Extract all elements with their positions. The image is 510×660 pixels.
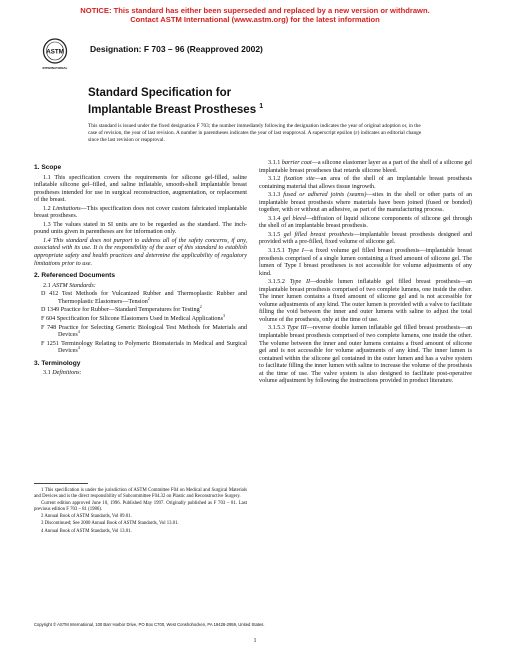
astm-logo-icon <box>42 38 68 72</box>
reference-text: F 748 Practice for Selecting Generic Biological Test Methods for Materials and Devices <box>41 324 247 339</box>
references-2-1-label: ASTM Standards: <box>52 282 96 289</box>
scope-1-2-term: Limitations <box>52 205 81 212</box>
definition-term: Type I <box>287 248 304 255</box>
definition-num: 3.1.4 <box>268 215 281 222</box>
definition <box>259 279 472 324</box>
references-2-1 <box>34 283 247 291</box>
scope-1-4 <box>34 238 247 268</box>
definition <box>259 216 472 231</box>
footnote: Current edition approved June 10, 1996. Published May 1997. Originally published as F 703 – 81. Last previous edition F 703 – 81 (1986). <box>34 501 247 513</box>
definition-text: —diffusion of liquid silicone components of silicone gel through the shell of an implantable breast prosthesis. <box>259 215 472 230</box>
issued-note: This standard is issued under the fixed designation F 703; the number immediately following the designation indicates the year of original adoption or, in the case of revision, the year of last revision. A number in parentheses indicates the year of last reapproval. A superscript epsilon (ε) indicates an editorial change since the last revision or reapproval. <box>88 123 422 143</box>
footnote-divider <box>34 483 88 484</box>
terminology-3-1-num: 3.1 <box>43 370 51 377</box>
terminology-3-1 <box>34 370 247 378</box>
page-title <box>88 87 263 117</box>
references-heading: 2. Referenced Documents <box>34 272 115 280</box>
definition-num: 3.1.1 <box>268 160 281 166</box>
scope-1-3: 1.3 The values stated in SI units are to be regarded as the standard. The inch-pound units given in parentheses are for information only. <box>34 221 247 236</box>
terminology-3-1-label: Definitions: <box>52 370 82 377</box>
definition-text: —double lumen inflatable gel filled breast prosthesis—an implantable breast prosthesis comprised of two complete lumens, one inside the other. The inner lumen contains a fixed amount of silicone gel and is not accessible for volume adjustments of any kind. The outer lumen is provided with a valve to facilitate filling the void between the inner and outer lumens with saline to adjust the total volume of the prosthesis, only at the time of use. <box>259 279 472 323</box>
references-2-1-num: 2.1 <box>43 282 51 289</box>
definition-term: fixation site <box>283 176 315 183</box>
scope-1-4-text: 1.4 This standard does not purport to address all of the safety concerns, if any, associated with its use. It is the responsibility of the user of this standard to establish appropriate safety and health practices and determine the applicability of regulatory limitations prior to use. <box>34 237 247 267</box>
notice-line-2: Contact ASTM International (www.astm.org) for the latest information <box>130 15 380 24</box>
title-footnote-mark: 1 <box>259 103 264 110</box>
title-line-1: Standard Specification for <box>88 87 232 99</box>
definition <box>259 248 472 278</box>
footnote: 1 This specification is under the jurisdiction of ASTM Committee F04 on Medical and Surgical Materials and Devices and is the direct responsibility of Subcommittee F04.32 on Plastic and Reconstructive Surgery. <box>34 488 247 500</box>
definition-term: Type II <box>289 279 311 286</box>
reference-text: F 1251 Terminology Relating to Polymeric Biomaterials in Medical and Surgical Devices <box>41 340 247 355</box>
scope-1-2-num: 1.2 <box>43 205 51 212</box>
designation: Designation: F 703 – 96 (Reapproved 2002) <box>90 44 263 54</box>
reference-text: D 412 Test Methods for Vulcanized Rubber and Thermoplastic Rubber and Thermoplastic Elastomers—Tension <box>41 291 247 305</box>
page-number: 1 <box>253 638 257 644</box>
definition-term: barrier coat <box>281 160 312 166</box>
definition <box>259 325 472 385</box>
reference-item <box>34 312 247 324</box>
logo-text: ASTM <box>46 48 64 56</box>
reference-footnote-mark: 4 <box>77 345 80 351</box>
definition <box>259 176 472 191</box>
definition <box>259 232 472 247</box>
reference-footnote-mark: 3 <box>222 312 225 318</box>
definition-text: —a fixed volume gel filled breast prosthesis—implantable breast prosthesis comprised of a single lumen containing a fixed amount of silicone gel. The lumen of Type I breast prostheses is not accessible for volume adjustments of any kind. <box>259 248 473 277</box>
definition-num: 3.1.5.1 <box>268 248 285 255</box>
footnote: 3 Discontinued; See 2000 Annual Book of ASTM Standards, Vol 13.01. <box>41 521 179 527</box>
footnote: 4 Annual Book of ASTM Standards, Vol 13.01. <box>41 528 132 534</box>
definition-text: —implantable breast prosthesis designed and provided with a pre-filled, fixed volume of silicone gel. <box>259 231 472 246</box>
reference-footnote-mark: 2 <box>199 304 202 310</box>
footnotes <box>34 483 247 536</box>
definition-num: 3.1.5.2 <box>268 279 285 286</box>
definition-num: 3.1.5.3 <box>268 325 285 332</box>
copyright: Copyright © ASTM International, 100 Barr Harbor Drive, PO Box C700, West Conshohocken, PA 19428-2959, United States. <box>34 622 265 627</box>
logo-subtext: INTERNATIONAL <box>42 66 68 70</box>
title-line-2: Implantable Breast Prostheses <box>88 103 257 116</box>
reference-item <box>34 325 247 340</box>
definition-text: —reverse double lumen inflatable gel filled breast prosthesis—an implantable breast prosthesis comprised of two complete lumens, one inside the other. The volume between the inner and outer lumens contains a fixed amount of silicone gel and is not accessible for volume adjustments of any kind. The inner lumen is contained within the silicone gel contained in the outer lumen and has a valve system to facilitate filling the inner lumen with saline to increase the volume of the prosthesis at the time of use. The valve system is also designed to facilitate post-operative volume adjustment by following the instructions provided in product literature. <box>259 325 472 385</box>
reference-footnote-mark: 4 <box>77 329 80 335</box>
reference-footnote-mark: 2 <box>147 295 150 301</box>
scope-1-2-text: —This specification does not cover custom fabricated implantable breast prostheses. <box>34 205 247 220</box>
definition <box>259 192 472 215</box>
definition <box>259 160 472 175</box>
reference-item <box>34 304 247 315</box>
footnote: 2 Annual Book of ASTM Standards, Vol 09.01. <box>41 514 132 520</box>
terminology-heading: 3. Terminology <box>34 359 81 367</box>
definition-num: 3.1.5 <box>268 231 281 238</box>
notice-line-1: NOTICE: This standard has either been superseded and replaced by a new version or withdrawn. <box>80 6 430 15</box>
definition-num: 3.1.2 <box>268 176 281 183</box>
reference-text: F 604 Specification for Silicone Elastomers Used in Medical Applications <box>41 315 223 322</box>
scope-1-1: 1.1 This specification covers the requirements for silicone gel-filled, saline inflatable silicone gel–filled, and saline inflatable, smooth-shell implantable breast prostheses intended for use in surgical reconstruction, augmentation, or replacement of the breast. <box>34 174 247 204</box>
reference-item <box>34 291 247 306</box>
definition-text: —sites in the shell or other parts of an implantable breast prosthesis where materials have been joined (fused or bonded) together, with or without an adhesive, as part of the manufacturing process. <box>259 192 472 214</box>
scope-heading: 1. Scope <box>34 164 62 171</box>
reference-item <box>34 341 247 356</box>
definition-term: fused or adhered joints (seams) <box>283 192 367 199</box>
definition-term: gel bleed <box>282 215 306 222</box>
withdrawal-notice <box>0 6 510 24</box>
definition-text: —an area of the shell of an implantable breast prosthesis containing material that allows tissue ingrowth. <box>259 176 472 190</box>
reference-text: D 1349 Practice for Rubber—Standard Temperatures for Testing <box>41 307 200 314</box>
definition-text: —a silicone elastomer layer as a part of the shell of a silicone gel implantable breast prostheses that retards silicone bleed. <box>259 160 473 174</box>
definition-term: Type III <box>286 325 307 332</box>
left-column <box>34 160 247 379</box>
scope-1-2 <box>34 206 247 221</box>
definition-term: gel filled breast prosthesis <box>283 231 354 238</box>
right-column <box>259 160 472 387</box>
definition-num: 3.1.3 <box>268 192 281 199</box>
